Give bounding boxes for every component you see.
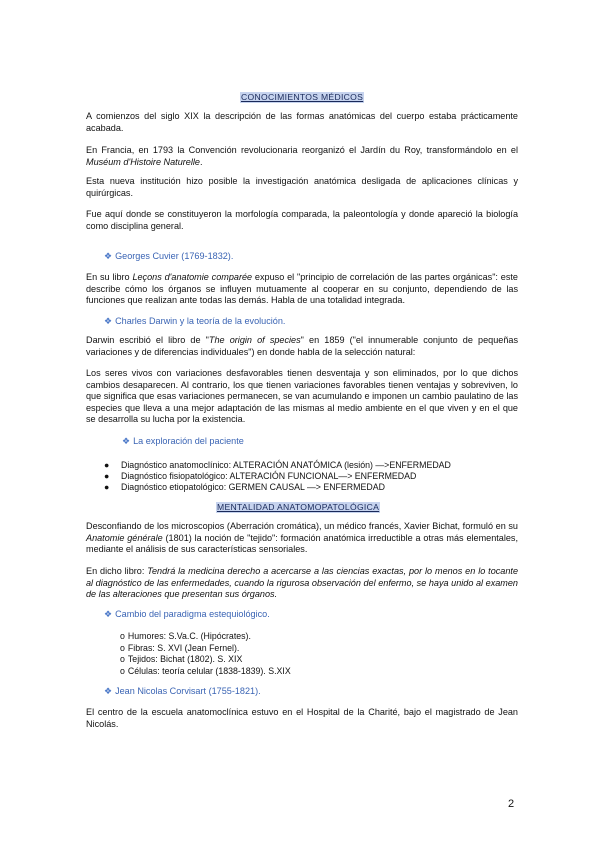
paragraph-francia-end: .	[199, 156, 203, 167]
paragraph-francia	[86, 145, 518, 168]
paragraph-dicho-libro	[86, 566, 518, 601]
diagnostico-text: Diagnóstico fisiopatológico: ALTERACIÓN FUNCIONAL—> ENFERMEDAD	[121, 471, 417, 482]
diamond-bullet-icon: ❖	[122, 436, 131, 446]
diagnostico-text: Diagnóstico etiopatológico: GERMEN CAUSAL —> ENFERMEDAD	[121, 482, 385, 493]
list-item	[104, 471, 451, 482]
paragraph-seres-vivos: Los seres vivos con variaciones desfavorables tienen desventaja y son eliminados, por lo que dichos cambios desaparecen. Al contrario, los que tienen variaciones favorables tienen ventajas y sobreviven, lo que significa que esas variaciones permanecen, se van acumulando e imponen un cambio paulatino de las especies que lleva a una mejor adaptación de las mismas al medio ambiente en el que viven y en el que se desarrolla su lucha por la existencia.	[86, 368, 518, 425]
heading-mentalidad-anatomopatologica: MENTALIDAD ANATOMOPATOLÓGICA	[217, 502, 380, 512]
list-item	[120, 654, 291, 666]
paragraph-bichat-italic: Anatomie générale	[86, 532, 163, 543]
list-item	[104, 460, 451, 471]
diagnostico-text: Diagnóstico anatomoclínico: ALTERACIÓN ANATÓMICA (lesión) —>ENFERMEDAD	[121, 460, 451, 470]
circle-bullet-icon: o	[120, 654, 125, 665]
paragraph-bichat-pre: Desconfiando de los microscopios (Aberración cromática), un médico francés, Xavier Bichat, formuló en su	[86, 521, 518, 531]
paradigma-list	[120, 631, 291, 677]
dot-bullet-icon: ●	[104, 482, 110, 493]
paragraph-cuvier	[86, 272, 518, 307]
paragraph-siglo-xix: A comienzos del siglo XIX la descripción de las formas anatómicas del cuerpo estaba prácticamente acabada.	[86, 111, 518, 133]
paradigma-item-text: Células: teoría celular (1838-1839). S.XIX	[127, 665, 291, 676]
paragraph-nueva-institucion: Esta nueva institución hizo posible la investigación anatómica desligada de aplicaciones clínicas y quirúrgicas.	[86, 176, 518, 198]
paragraph-bichat-post: (1801) la noción de "tejido": formación anatómica irreductible a otras más elementales, mediante el análisis de sus características sensoriales.	[86, 532, 518, 555]
list-item	[104, 482, 451, 493]
paragraph-cuvier-italic: Leçons d'anatomie comparée	[132, 272, 253, 282]
bullet-heading-paradigma-text: Cambio del paradigma estequiológico.	[115, 609, 270, 619]
diamond-bullet-icon: ❖	[104, 251, 113, 261]
paragraph-francia-italic: Muséum d'Histoire Naturelle	[86, 156, 200, 167]
paragraph-cuvier-post: expuso el "principio de correlación de las partes orgánicas": este describe cómo los órganos se influyen mutuamente al cooperar en su conjunto, dependiendo de las funciones que realizan ante todas las demás. Habla de una totalidad integrada.	[86, 272, 518, 306]
list-item	[120, 643, 291, 655]
bullet-heading-paciente-text: La exploración del paciente	[133, 436, 244, 446]
dot-bullet-icon: ●	[104, 471, 110, 482]
bullet-heading-cuvier	[104, 251, 233, 262]
circle-bullet-icon: o	[120, 665, 125, 676]
dot-bullet-icon: ●	[104, 460, 110, 470]
paragraph-darwin-pre: Darwin escribió el libro de "	[86, 335, 209, 345]
diamond-bullet-icon: ❖	[104, 609, 113, 619]
bullet-heading-cuvier-text: Georges Cuvier (1769-1832).	[115, 251, 234, 261]
bullet-heading-corvisart-text: Jean Nicolas Corvisart (1755-1821).	[115, 686, 261, 696]
paragraph-darwin	[86, 335, 518, 358]
paragraph-darwin-post: " en 1859 ("el innumerable conjunto de pequeñas variaciones y de diferencias individuales") en donde habla de la selección natural:	[86, 335, 518, 357]
paragraph-charite: El centro de la escuela anatomoclínica estuvo en el Hospital de la Charité, bajo el magistrado de Jean Nicolás.	[86, 707, 518, 729]
bullet-heading-paradigma	[104, 609, 270, 620]
bullet-heading-corvisart	[104, 686, 261, 697]
diagnosticos-list	[104, 460, 451, 494]
paradigma-item-text: Tejidos: Bichat (1802). S. XIX	[127, 654, 243, 665]
paragraph-darwin-italic: The origin of species	[208, 335, 301, 345]
page-number: 2	[508, 798, 515, 810]
bullet-heading-darwin	[104, 316, 285, 327]
paragraph-bichat	[86, 521, 518, 556]
bullet-heading-paciente	[122, 436, 244, 447]
paradigma-item-text: Fibras: S. XVI (Jean Fernel).	[127, 642, 240, 653]
diamond-bullet-icon: ❖	[104, 316, 113, 326]
heading-conocimientos-medicos: CONOCIMIENTOS MÉDICOS	[241, 92, 364, 102]
diamond-bullet-icon: ❖	[104, 686, 113, 696]
paragraph-dicho-libro-pre: En dicho libro:	[86, 566, 148, 576]
paragraph-morfologia: Fue aquí donde se constituyeron la morfología comparada, la paleontología y donde apareció la biología como disciplina general.	[86, 209, 518, 231]
paragraph-francia-text: En Francia, en 1793 la Convención revolucionaria reorganizó el Jardín du Roy, transformándolo en el	[86, 145, 518, 155]
paradigma-item-text: Humores: S.Va.C. (Hipócrates).	[127, 631, 251, 641]
list-item	[120, 631, 291, 643]
circle-bullet-icon: o	[120, 631, 125, 641]
circle-bullet-icon: o	[120, 642, 125, 653]
list-item	[120, 666, 291, 678]
paragraph-cuvier-pre: En su libro	[86, 272, 133, 282]
paragraph-dicho-libro-italic: Tendrá la medicina derecho a acercarse a las ciencias exactas, por lo menos en lo tocante al diagnóstico de las enfermedades, cuando la rigurosa observación del enfermo, se haya unido al examen de las alteraciones que presentan sus órganos.	[86, 566, 519, 600]
bullet-heading-darwin-text: Charles Darwin y la teoría de la evolución.	[115, 316, 286, 326]
